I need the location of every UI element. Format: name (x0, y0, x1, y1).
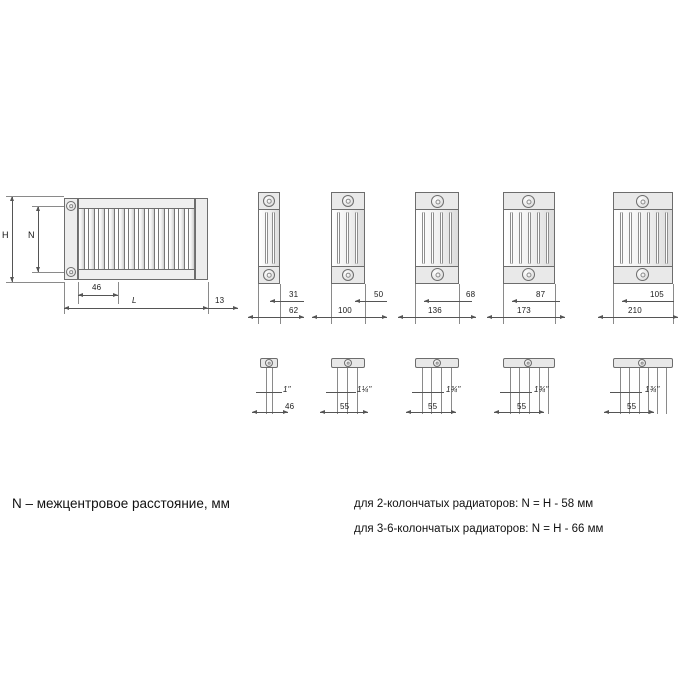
col4-dim68-line (424, 301, 472, 302)
col5-nipple-dim: 55 (517, 402, 527, 411)
col6-dim-210: 210 (628, 306, 642, 315)
dim46-arrow-left (78, 293, 83, 297)
note-center-distance: N – межцентровое расстояние, мм (12, 496, 230, 511)
col4-slot-4 (449, 212, 452, 264)
col5-thread-label: 1¾" (534, 385, 549, 394)
col3-slot-1 (337, 212, 340, 264)
col5-dim87-arrow (512, 299, 517, 303)
col6-nipple-arrow-l (604, 410, 609, 414)
col4-nipple-arrow-r (451, 410, 456, 414)
col2-dim62-arrow-r (299, 315, 304, 319)
col6-slot-1 (620, 212, 623, 264)
col6-topview-axis-3 (639, 368, 640, 414)
col4-topview-axis-3 (441, 368, 442, 414)
col6-ext-left (613, 284, 614, 324)
dim-h-ext-bottom (6, 282, 64, 283)
col4-nipple-arrow-l (406, 410, 411, 414)
col4-topview-port (433, 359, 441, 367)
dimL-ext-right (208, 282, 209, 314)
dim46-line (78, 295, 118, 296)
col4-dim136-line (398, 317, 476, 318)
col4-slot-2 (431, 212, 434, 264)
col6-nipple-arrow-r (649, 410, 654, 414)
col6-topview-axis-6 (666, 368, 667, 414)
dim-L-label: L (132, 296, 137, 305)
col6-topview-port (638, 359, 646, 367)
col3-topview-port (344, 359, 352, 367)
note-3-6-column-formula: для 3-6-колончатых радиаторов: N = H - 66 мм (354, 523, 604, 535)
dim-n-ext-bottom (32, 272, 64, 273)
col5-slot-3 (528, 212, 531, 264)
col6-nipple-dim: 55 (627, 402, 637, 411)
col2-topview-axis-2 (272, 368, 273, 414)
col5-port-bottom (522, 268, 535, 281)
col3-dim-100: 100 (338, 306, 352, 315)
dim-n-ext-top (32, 206, 64, 207)
radiator-port-bottom-left (66, 267, 76, 277)
label-height-h: H (2, 230, 9, 240)
col4-port-bottom (431, 268, 444, 281)
col6-slot-3 (638, 212, 641, 264)
col4-dim68-arrow (424, 299, 429, 303)
col3-dim100-arrow-l (312, 315, 317, 319)
col5-topview-axis-1 (510, 368, 511, 414)
col5-dim-173: 173 (517, 306, 531, 315)
col6-dim105-line (622, 301, 674, 302)
col5-nipple-arrow-r (539, 410, 544, 414)
col5-thread-line (500, 392, 532, 393)
col2-topview-port (265, 359, 273, 367)
col3-topview-axis-1 (337, 368, 338, 414)
col2-dim31-arrow (270, 299, 275, 303)
col2-nipple-arrow-l (252, 410, 257, 414)
col5-dim87-line (512, 301, 560, 302)
col3-nipple-dim-line (320, 412, 368, 413)
col4-thread-label: 1¾" (446, 385, 461, 394)
col6-slot-5 (656, 212, 659, 264)
dimL-arrow-left (64, 306, 69, 310)
col5-slot-2 (519, 212, 522, 264)
col4-slot-1 (422, 212, 425, 264)
col5-slot-5 (546, 212, 549, 264)
col2-dim62-line (248, 317, 304, 318)
col5-ext-right (555, 284, 556, 324)
col6-port-top (636, 195, 649, 208)
col5-nipple-dim-line (494, 412, 544, 413)
col6-dim105-arrow (622, 299, 627, 303)
col4-slot-3 (440, 212, 443, 264)
col2-ext-left (258, 284, 259, 324)
col5-port-top (522, 195, 535, 208)
col4-topview-axis-1 (422, 368, 423, 414)
col5-topview-axis-3 (529, 368, 530, 414)
col2-thread-label: 1" (283, 385, 291, 394)
col2-dim31-line (270, 301, 304, 302)
dim-n-line (38, 206, 39, 272)
col4-ext-right (459, 284, 460, 324)
label-center-n: N (28, 230, 35, 240)
col2-slot-1 (265, 212, 268, 264)
col6-dim210-line (598, 317, 678, 318)
col5-dim173-arrow-r (560, 315, 565, 319)
col6-slot-4 (647, 212, 650, 264)
col5-ext-left (503, 284, 504, 324)
col2-nipple-dim: 46 (285, 402, 295, 411)
dim-h-ext-top (6, 196, 64, 197)
col5-nipple-arrow-l (494, 410, 499, 414)
col2-slot-2 (272, 212, 275, 264)
col5-dim173-arrow-l (487, 315, 492, 319)
col2-port-top (263, 195, 275, 207)
dim46-arrow-right (113, 293, 118, 297)
col3-dim-50: 50 (374, 290, 384, 299)
col2-dim62-arrow-l (248, 315, 253, 319)
dim46-ext-right (118, 282, 119, 304)
col3-dim50-arrow (355, 299, 360, 303)
col4-thread-line (412, 392, 444, 393)
col3-dim100-arrow-r (382, 315, 387, 319)
col3-port-top (342, 195, 354, 207)
col2-thread-line (256, 392, 282, 393)
col4-dim-68: 68 (466, 290, 476, 299)
col3-nipple-arrow-r (363, 410, 368, 414)
col3-port-bottom (342, 269, 354, 281)
note-2-column-formula: для 2-колончатых радиаторов: N = H - 58 мм (354, 498, 594, 510)
col6-dim210-arrow-l (598, 315, 603, 319)
col2-dim-31: 31 (289, 290, 299, 299)
radiator-port-top-left (66, 201, 76, 211)
col6-dim-105: 105 (650, 290, 664, 299)
dimL-line (64, 308, 208, 309)
dim13-arrow-right (233, 306, 238, 310)
radiator-fin-pack (78, 198, 202, 280)
col4-dim136-arrow-l (398, 315, 403, 319)
col5-dim173-line (487, 317, 565, 318)
col6-nipple-dim-line (604, 412, 654, 413)
col3-thread-label: 1¼" (357, 385, 372, 394)
col2-ext-right (280, 284, 281, 324)
col2-port-bottom (263, 269, 275, 281)
col3-thread-line (326, 392, 356, 393)
col4-dim136-arrow-r (471, 315, 476, 319)
col6-dim210-arrow-r (673, 315, 678, 319)
col6-slot-2 (629, 212, 632, 264)
col6-thread-label: 1¾" (645, 385, 660, 394)
col2-dim-62: 62 (289, 306, 299, 315)
dim-h-line (12, 196, 13, 282)
col4-nipple-dim: 55 (428, 402, 438, 411)
dim-46-label: 46 (92, 283, 102, 292)
col6-thread-line (610, 392, 642, 393)
dim-13-label: 13 (215, 296, 225, 305)
col2-topview-axis-1 (266, 368, 267, 414)
col6-port-bottom (636, 268, 649, 281)
col3-ext-left (331, 284, 332, 324)
col3-ext-right (365, 284, 366, 324)
col4-port-top (431, 195, 444, 208)
col5-slot-4 (537, 212, 540, 264)
col6-topview-axis-1 (620, 368, 621, 414)
col3-dim100-line (312, 317, 387, 318)
col4-nipple-dim-line (406, 412, 456, 413)
col4-ext-left (415, 284, 416, 324)
col6-slot-6 (665, 212, 668, 264)
col3-slot-3 (355, 212, 358, 264)
col4-dim-136: 136 (428, 306, 442, 315)
col5-dim-87: 87 (536, 290, 546, 299)
col5-slot-1 (510, 212, 513, 264)
radiator-right-cap (195, 198, 208, 280)
col3-nipple-arrow-l (320, 410, 325, 414)
col3-slot-2 (346, 212, 349, 264)
col5-topview-port (524, 359, 532, 367)
col3-nipple-dim: 55 (340, 402, 350, 411)
